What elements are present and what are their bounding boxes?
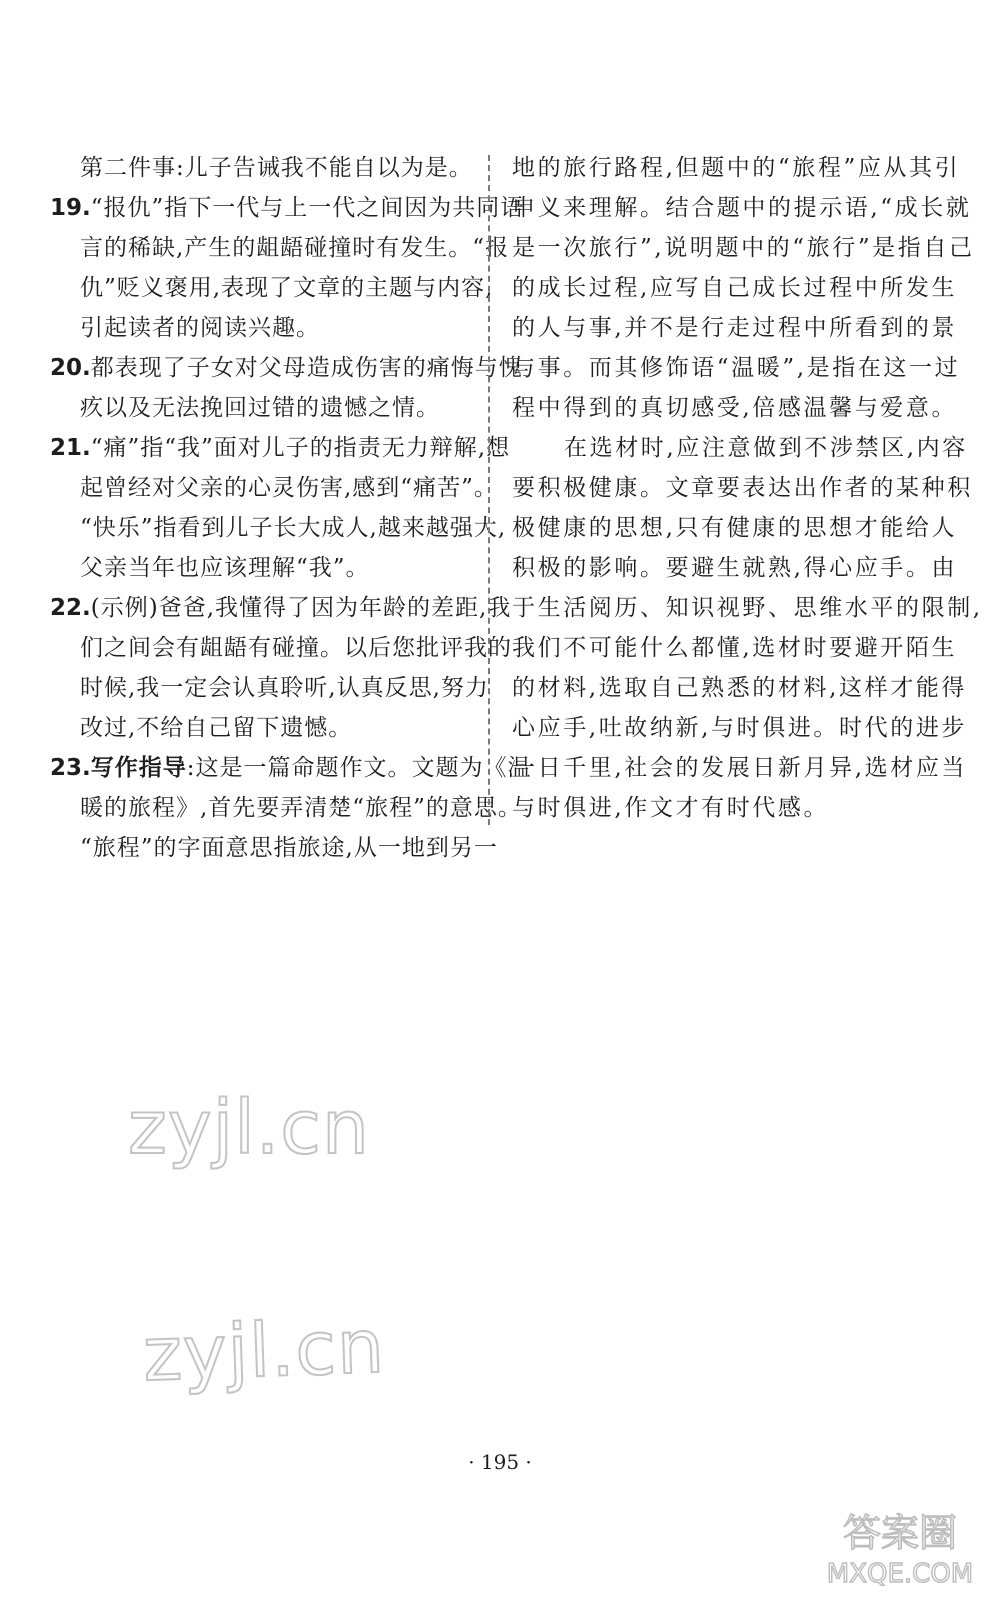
line-text: 第二件事:儿子告诫我不能自以为是。: [80, 155, 473, 181]
line-text: 改过,不给自己留下遗憾。: [80, 715, 353, 741]
text-line: [50, 388, 470, 428]
text-line: [50, 508, 507, 548]
question-number: 20.: [50, 355, 91, 381]
site-logo-top: 答案圈: [842, 1511, 958, 1555]
site-logo-bottom: MXQE.COM: [826, 1559, 974, 1589]
text-line: [512, 668, 968, 708]
line-text: 都表现了子女对父母造成伤害的痛悔与愧: [90, 355, 523, 381]
line-text: 起曾经对父亲的心灵伤害,感到“痛苦”。: [80, 475, 498, 501]
line-text: 要积极健康。文章要表达出作者的某种积: [512, 475, 973, 501]
line-text: 的材料,选取自己熟悉的材料,这样才能得: [512, 675, 968, 701]
text-line: [512, 508, 958, 548]
line-text: 与时俱进,作文才有时代感。: [512, 795, 830, 821]
left-column: [50, 148, 532, 868]
text-line: [512, 468, 973, 508]
text-line: [512, 388, 958, 428]
line-text: :这是一篇命题作文。文题为《温: [186, 755, 532, 781]
line-text: 时候,我一定会认真聆听,认真反思,努力: [80, 675, 489, 701]
line-text: 一日千里,社会的发展日新月异,选材应当: [512, 755, 968, 781]
text-line: [50, 468, 498, 508]
line-text: 于生活阅历、知识视野、思维水平的限制,: [512, 595, 983, 621]
text-line: [50, 628, 512, 668]
text-line: [512, 228, 975, 268]
line-text: (示例)爸爸,我懂得了因为年龄的差距,我: [90, 595, 512, 621]
line-text: 积极的影响。要避生就熟,得心应手。由: [512, 555, 958, 581]
text-line: [512, 628, 958, 668]
line-text: 引起读者的阅读兴趣。: [80, 315, 320, 341]
line-text: “快乐”指看到儿子长大成人,越来越强大,: [80, 515, 507, 541]
text-line: [50, 828, 498, 868]
text-line: [512, 148, 961, 188]
question-number: 19.: [50, 195, 91, 221]
line-text: 在选材时,应注意做到不涉禁区,内容: [564, 435, 968, 461]
text-line: [512, 188, 972, 228]
text-line: [50, 588, 512, 628]
question-number: 23.: [50, 755, 91, 781]
text-line: [512, 788, 928, 828]
line-text: 是一次旅行”,说明题中的“旅行”是指自己: [512, 235, 975, 261]
line-text: 们之间会有龃龉有碰撞。以后您批评我的: [80, 635, 512, 661]
text-line: [50, 308, 470, 348]
text-line: [50, 148, 473, 188]
line-text: 的成长过程,应写自己成长过程中所发生: [512, 275, 958, 301]
text-line: [50, 708, 470, 748]
page-number: · 195 ·: [468, 1450, 532, 1474]
line-text: 申义来理解。结合题中的提示语,“成长就: [512, 195, 972, 221]
text-line: [50, 668, 489, 708]
right-column: [512, 148, 983, 828]
question-number: 22.: [50, 595, 91, 621]
line-text: 心应手,吐故纳新,与时俱进。时代的进步: [512, 715, 968, 741]
text-line: [512, 348, 961, 388]
line-text: 极健康的思想,只有健康的思想才能给人: [512, 515, 958, 541]
watermark-text: zyjl.cn: [141, 1303, 387, 1399]
line-text: 我们不可能什么都懂,选材时要避开陌生: [512, 635, 958, 661]
text-line: [512, 548, 958, 588]
text-line: [50, 348, 523, 388]
question-number: 21.: [50, 435, 91, 461]
line-text: 暖的旅程》,首先要弄清楚“旅程”的意思。: [80, 795, 522, 821]
text-line: [512, 428, 968, 468]
text-line: [512, 308, 958, 348]
text-line: [50, 228, 510, 268]
line-text: 程中得到的真切感受,倍感温馨与爱意。: [512, 395, 958, 421]
text-line: [50, 188, 525, 228]
text-line: [50, 788, 522, 828]
column-divider: [488, 155, 490, 825]
line-text: 父亲当年也应该理解“我”。: [80, 555, 370, 581]
text-line: [50, 268, 494, 308]
line-text: 与事。而其修饰语“温暖”,是指在这一过: [512, 355, 961, 381]
line-text: 疚以及无法挽回过错的遗憾之情。: [80, 395, 440, 421]
text-line: [50, 548, 470, 588]
line-text: “旅程”的字面意思指旅途,从一地到另一: [80, 835, 498, 861]
line-text: 地的旅行路程,但题中的“旅程”应从其引: [512, 155, 961, 181]
site-logo: [820, 1500, 980, 1590]
line-text: 仇”贬义褒用,表现了文章的主题与内容,: [80, 275, 494, 301]
line-text: 的人与事,并不是行走过程中所看到的景: [512, 315, 958, 341]
text-line: [512, 708, 968, 748]
line-text: 言的稀缺,产生的龃龉碰撞时有发生。“报: [80, 235, 510, 261]
line-text: “报仇”指下一代与上一代之间因为共同语: [90, 195, 525, 221]
text-line: [512, 748, 968, 788]
text-line: [512, 588, 983, 628]
text-line: [50, 748, 532, 788]
watermark-text: zyjl.cn: [128, 1085, 370, 1171]
line-text: “痛”指“我”面对儿子的指责无力辩解,想: [90, 435, 511, 461]
text-line: [50, 428, 511, 468]
bold-label: 写作指导: [90, 754, 187, 781]
text-line: [512, 268, 958, 308]
